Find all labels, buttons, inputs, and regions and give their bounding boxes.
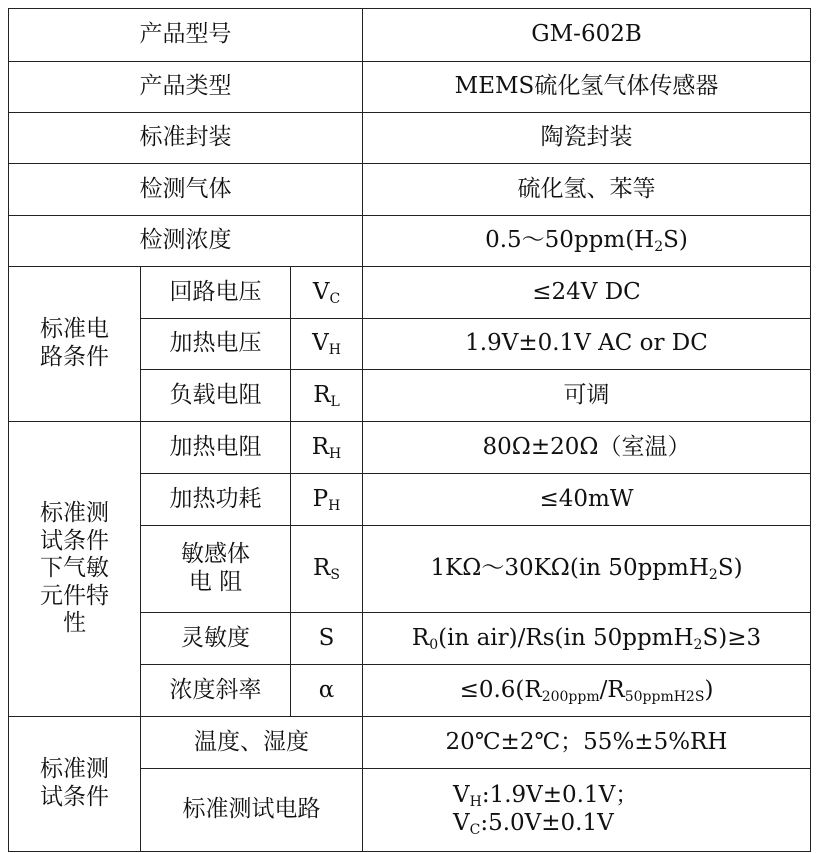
table-row bbox=[9, 422, 811, 474]
row-label-gas: 检测气体 bbox=[9, 164, 363, 216]
group-label-line: 标准测 bbox=[40, 756, 109, 783]
group-label-test bbox=[9, 717, 141, 852]
param-symbol: $P_H$ bbox=[291, 474, 363, 526]
param-value: 1.9V±0.1V AC or DC bbox=[363, 319, 811, 370]
param-value: $\le 0.6(R_{200ppm}/R_{50ppmH2S})$ bbox=[363, 665, 811, 717]
group-label-line: 元件特 bbox=[40, 582, 109, 609]
param-value bbox=[363, 769, 811, 852]
row-value-type: MEMS硫化氢气体传感器 bbox=[363, 62, 811, 113]
row-label-range: 检测浓度 bbox=[9, 216, 363, 267]
row-value-gas: 硫化氢、苯等 bbox=[363, 164, 811, 216]
param-symbol: $V_C$ bbox=[291, 267, 363, 319]
param-name: 加热电阻 bbox=[141, 422, 291, 474]
group-label-line: 路条件 bbox=[40, 344, 109, 370]
param-value: ≤40mW bbox=[363, 474, 811, 526]
param-symbol: S bbox=[291, 613, 363, 665]
param-name: 灵敏度 bbox=[141, 613, 291, 665]
group-label-line: 试条件 bbox=[40, 527, 109, 554]
param-value: 1KΩ～30KΩ(in 50ppmH$_2$S) bbox=[363, 526, 811, 613]
param-value: 可调 bbox=[363, 370, 811, 422]
param-name bbox=[141, 526, 291, 613]
table-row bbox=[9, 164, 811, 216]
row-value-package: 陶瓷封装 bbox=[363, 113, 811, 164]
param-symbol: $V_H$ bbox=[291, 319, 363, 370]
table-row bbox=[9, 62, 811, 113]
table-row bbox=[9, 267, 811, 319]
param-value: 20℃±2℃；55%±5%RH bbox=[363, 717, 811, 769]
param-value: 80Ω±20Ω（室温） bbox=[363, 422, 811, 474]
test-circuit-line: $V_C:5.0V\pm 0.1V$ bbox=[453, 810, 614, 838]
spec-table bbox=[8, 8, 811, 852]
row-label-package: 标准封装 bbox=[9, 113, 363, 164]
param-name: 回路电压 bbox=[141, 267, 291, 319]
row-value-range: $0.5\sim 50ppm(H_2S)$ bbox=[363, 216, 811, 267]
param-symbol: $R_S$ bbox=[291, 526, 363, 613]
group-label-line: 性 bbox=[63, 610, 86, 637]
param-symbol: $R_L$ bbox=[291, 370, 363, 422]
param-name-line: 敏感体 bbox=[181, 541, 250, 568]
table-row bbox=[9, 216, 811, 267]
param-name: 负载电阻 bbox=[141, 370, 291, 422]
table-row bbox=[9, 113, 811, 164]
row-value-model: GM-602B bbox=[363, 9, 811, 62]
param-name: 加热功耗 bbox=[141, 474, 291, 526]
param-name-line: 电 阻 bbox=[188, 569, 243, 595]
row-label-type: 产品类型 bbox=[9, 62, 363, 113]
test-circuit-line: $V_H:1.9V\pm 0.1V$； bbox=[453, 782, 639, 811]
param-symbol: α bbox=[291, 665, 363, 717]
param-name: 温度、湿度 bbox=[141, 717, 363, 769]
group-label-line: 试条件 bbox=[40, 784, 109, 810]
group-label-line: 标准测 bbox=[40, 500, 109, 527]
param-symbol: $R_H$ bbox=[291, 422, 363, 474]
param-name: 加热电压 bbox=[141, 319, 291, 370]
param-value: $R_0(in$ air)/Rs(in 50ppmH$_2$S)≥3 bbox=[363, 613, 811, 665]
table-row bbox=[9, 9, 811, 62]
group-label-line: 标准电 bbox=[40, 316, 109, 343]
param-name: 浓度斜率 bbox=[141, 665, 291, 717]
row-label-model: 产品型号 bbox=[9, 9, 363, 62]
group-label-line: 下气敏 bbox=[40, 555, 109, 582]
param-value: ≤24V DC bbox=[363, 267, 811, 319]
table-row bbox=[9, 717, 811, 769]
param-name: 标准测试电路 bbox=[141, 769, 363, 852]
group-label-element bbox=[9, 422, 141, 717]
group-label-circuit bbox=[9, 267, 141, 422]
